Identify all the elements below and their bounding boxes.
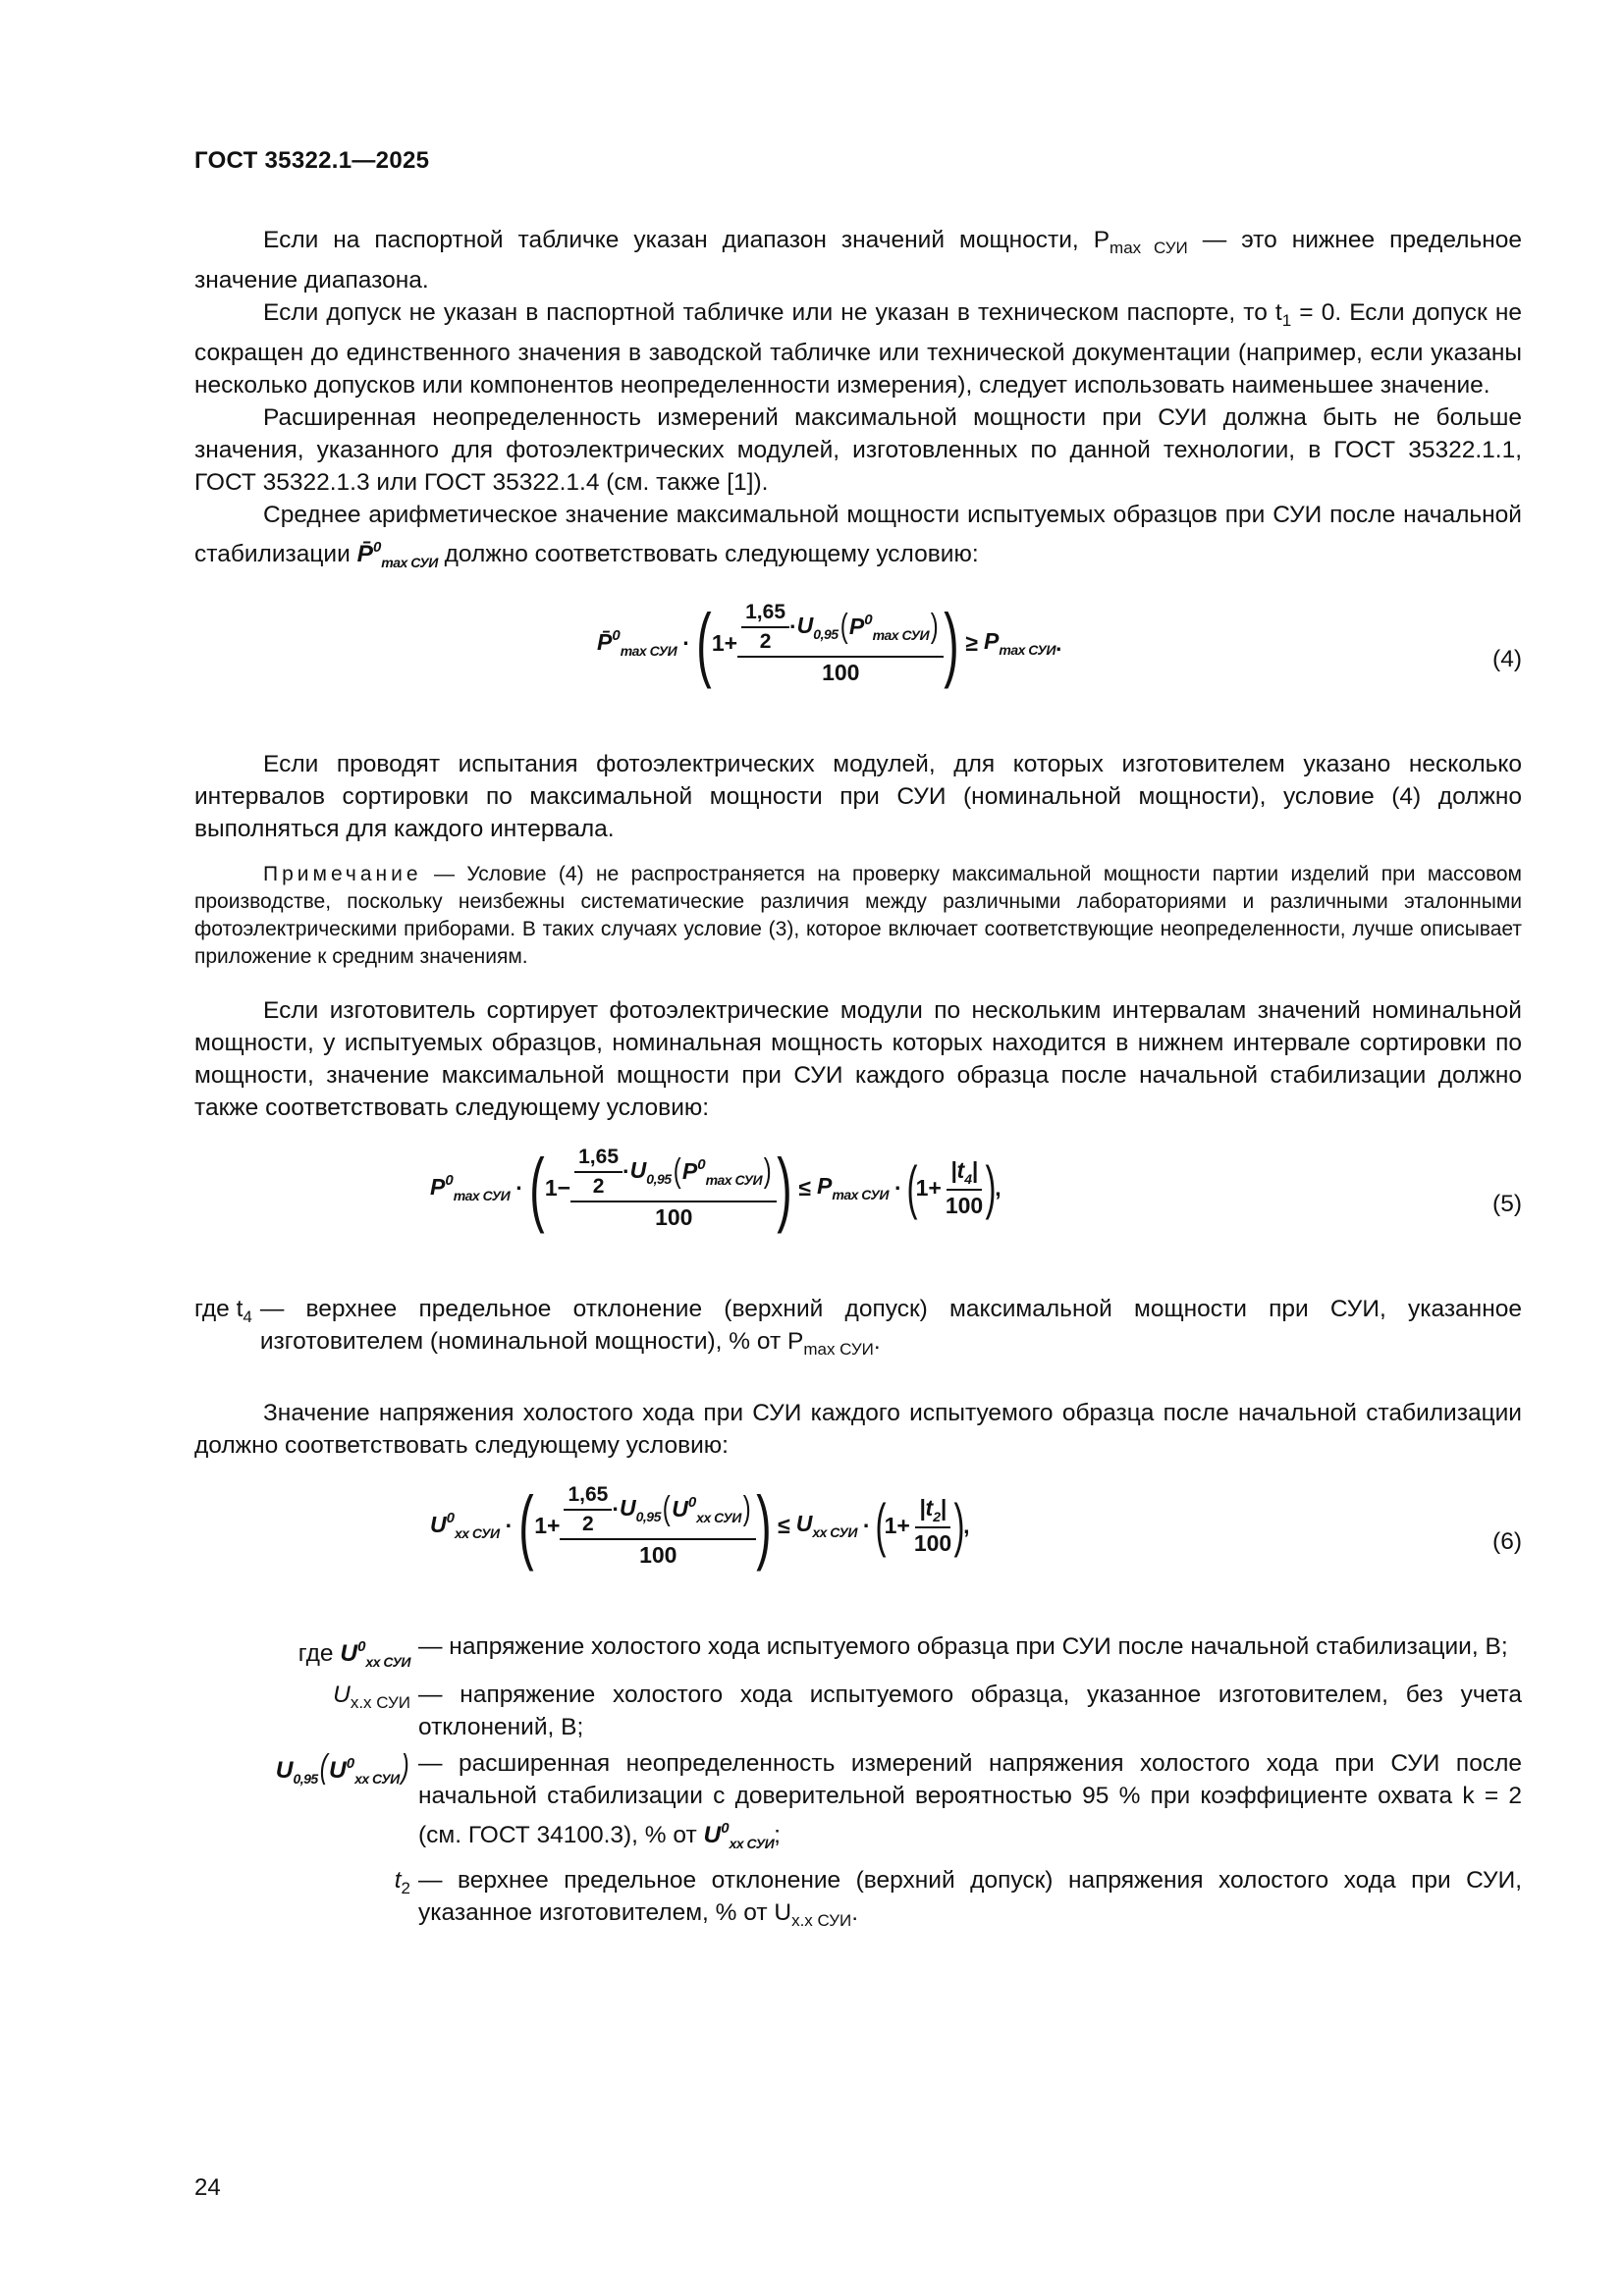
document-header: ГОСТ 35322.1—2025 <box>194 147 430 174</box>
formula-5-number: (5) <box>1492 1190 1522 1217</box>
formula-4 <box>194 597 1522 726</box>
paragraph-2: Если допуск не указан в паспортной табличке или не указан в техническом паспорте, то $t_1 = 0$. Если допуск не сокращен до единственного значения в заводской табличке или технической документации (например, если указаны несколько допусков или компонентов неопределенности измерения), следует использовать наименьшее значение. <box>194 298 1522 399</box>
inline-mean-p0-symbol: P̄$^0_{max СУИ}$ <box>356 538 438 570</box>
paragraph-3: Расширенная неопределенность измерений максимальной мощности при СУИ должна быть не больше значения, указанного для фотоэлектрических модулей, изготовленных по данной технологии, в ГОСТ 35322.1.1, ГОСТ 35322.1.3 или ГОСТ 35322.1.4 (см. также [1]). <box>194 403 1522 496</box>
where-item-t2: $t_2$ — верхнее предельное отклонение (верхний допуск) напряжения холостого хода при СУИ, указанное изготовителем, % от $U_{х.х СУИ}$. <box>394 1866 1522 1930</box>
where-item-u095: $U_{0,95}(U^0_{хх СУИ})$ — расширенная неопределенность измерений напряжения холостого хода при СУИ после начальной стабилизации с доверительной вероятностью 95 % при коэффициенте охвата k = 2 (см. ГОСТ 34100.3), % от $U^0_{хх СУИ}$; <box>275 1747 1522 1851</box>
paragraph-5: Если проводят испытания фотоэлектрических модулей, для которых изготовителем указано несколько интервалов сортировки по максимальной мощности при СУИ (номинальной мощности), условие (4) должно выполняться для каждого интервала. <box>194 750 1522 842</box>
formula-4-expression: P̄$^0_{max СУИ}$ · ( 1+ $\frac{1,65}{2}$ · $U_{0,95}$ ( $P^0_{max СУИ}$ ) 100 ) ≥ $P_{max СУИ}$ . <box>597 597 1062 690</box>
formula-5 <box>194 1142 1522 1271</box>
where-clause-formula-6 <box>194 1630 1522 1937</box>
note: Примечание — Условие (4) не распространяется на проверку максимальной мощности партии изделий при массовом производстве, поскольку неизбежны систематические различия между различными лабораториями и различными эталонными фотоэлектрическими приборами. В таких случаях условие (3), которое включает соответствующие неопределенности, лучше описывает приложение к средним значениям. <box>194 862 1522 968</box>
paragraph-4: Среднее арифметическое значение максимальной мощности испытуемых образцов при СУИ после начальной стабилизации P̄$^0_{max СУИ}$ должно соответствовать следующему условию: <box>194 501 1522 570</box>
formula-4-number: (4) <box>1492 645 1522 672</box>
paragraph-1: Если на паспортной табличке указан диапазон значений мощности, $P_{max СУИ}$ — это нижнее предельное значение диапазона. <box>194 227 1522 294</box>
formula-6-number: (6) <box>1492 1527 1522 1555</box>
paragraph-7: Значение напряжения холостого хода при СУИ каждого испытуемого образца после начальной стабилизации должно соответствовать следующему условию: <box>194 1399 1522 1459</box>
paragraph-6: Если изготовитель сортирует фотоэлектрические модули по нескольким интервалам значений номинальной мощности, у испытуемых образцов, номинальная мощность которых находится в нижнем интервале сортировки по мощности, значение максимальной мощности при СУИ каждого образца после начальной стабилизации должно также соответствовать следующему условию: <box>194 996 1522 1121</box>
formula-6-expression: $U^0_{хх СУИ}$ · ( 1+ $\frac{1,65}{2}$ · $U_{0,95}$ ( $U^0_{хх СУИ}$ ) 100 ) ≤ $U_{хх СУИ}$ · ( 1+ $\frac{|t_2|}{100}$ ) , <box>430 1479 970 1573</box>
formula-5-expression: $P^0_{max СУИ}$ · ( 1− $\frac{1,65}{2}$ · $U_{0,95}$ ( $P^0_{max СУИ}$ ) 100 ) ≤ $P_{max СУИ}$ · ( 1+ $\frac{|t_4|}{100}$ ) , <box>430 1142 1001 1235</box>
where-item-u0-xx: где $U^0_{хх СУИ}$ — напряжение холостого хода испытуемого образца при СУИ после начальной стабилизации, В; <box>298 1632 1508 1670</box>
where-item-u-xx: $U_{х.х СУИ}$ — напряжение холостого хода испытуемого образца, указанное изготовителем, без учета отклонений, В; <box>333 1681 1522 1740</box>
document-page <box>194 147 1522 1937</box>
page-number: 24 <box>194 2174 221 2201</box>
where-clause-formula-5: где $t_4$ — верхнее предельное отклонение (верхний допуск) максимальной мощности при СУИ, указанное изготовителем (номинальной мощности), % от $P_{max СУИ}$. <box>194 1295 1522 1359</box>
formula-6 <box>194 1479 1522 1609</box>
